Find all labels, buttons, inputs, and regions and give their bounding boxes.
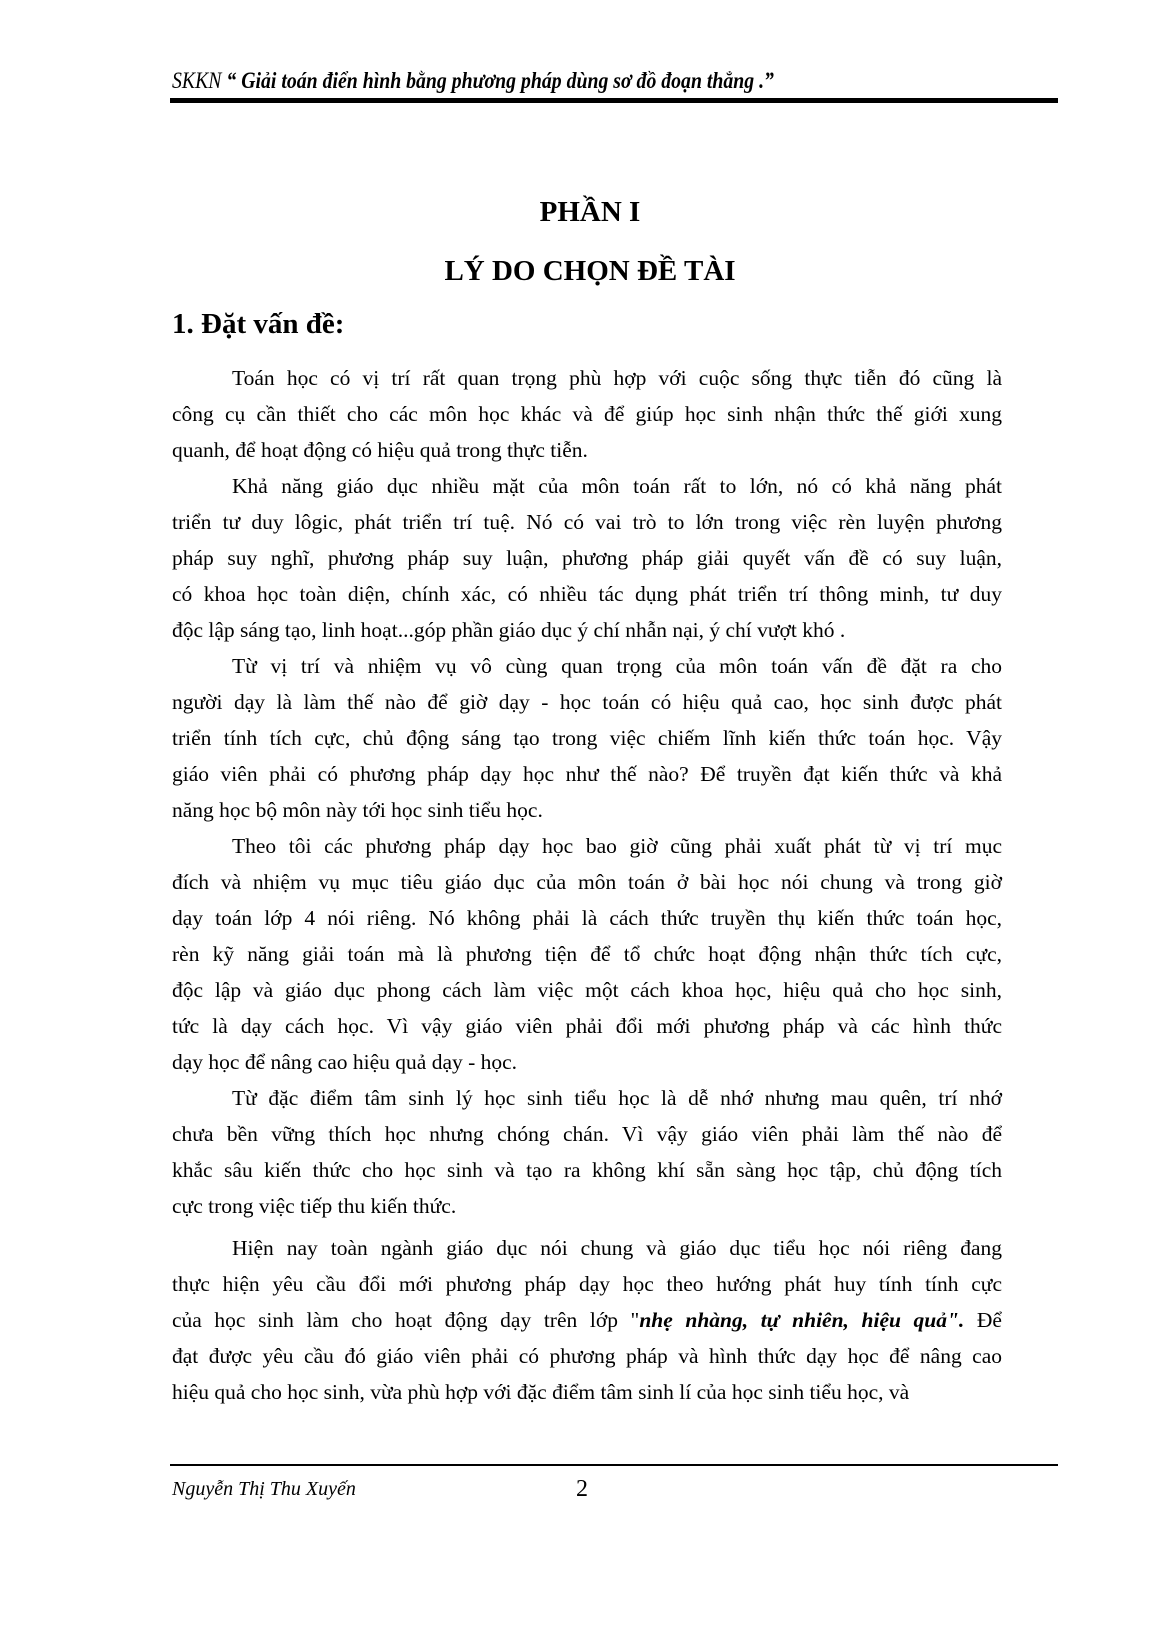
running-header [172,68,774,94]
paragraph-line: cực trong việc tiếp thu kiến thức. [172,1194,457,1218]
paragraph-line: pháp suy nghĩ, phương pháp suy luận, phương pháp giải quyết vấn đề có suy luận, [172,546,1002,570]
paragraph-line: năng học bộ môn này tới học sinh tiểu học. [172,798,543,822]
page-number: 2 [576,1476,588,1502]
paragraphs-1-5 [172,360,1002,1224]
paragraph-line: đạt được yêu cầu đó giáo viên phải có phương pháp và hình thức dạy học để nâng cao [172,1344,1002,1368]
paragraph-line [172,1302,1002,1338]
paragraph-line: Toán học có vị trí rất quan trọng phù hợp với cuộc sống thực tiễn đó cũng là [232,366,1002,390]
paragraph-line: dạy học để nâng cao hiệu quả dạy - học. [172,1050,518,1074]
paragraph-line: có khoa học toàn diện, chính xác, có nhiều tác dụng phát triển trí thông minh, tư duy [172,582,1002,606]
paragraph-line: công cụ cần thiết cho các môn học khác và để giúp học sinh nhận thức thế giới xung [172,402,1002,426]
paragraph-line: rèn kỹ năng giải toán mà là phương tiện để tổ chức hoạt động nhận thức tích cực, [172,942,1002,966]
section-heading: 1. Đặt vấn đề: [172,308,345,340]
paragraph-line: quanh, để hoạt động có hiệu quả trong thực tiễn. [172,438,588,462]
header-rule [170,98,1058,103]
paragraph-line: giáo viên phải có phương pháp dạy học như thế nào? Để truyền đạt kiến thức và khả [172,762,1002,786]
paragraph-line: đích và nhiệm vụ mục tiêu giáo dục của môn toán ở bài học nói chung và trong giờ [172,870,1002,894]
footer-author: Nguyễn Thị Thu Xuyến [172,1478,356,1500]
footer-rule [170,1464,1058,1466]
paragraph-line: Từ đặc điểm tâm sinh lý học sinh tiểu học là dễ nhớ nhưng mau quên, trí nhớ [232,1086,1002,1110]
paragraph-line: triển tư duy lôgic, phát triển trí tuệ. Nó có vai trò to lớn trong việc rèn luyện phương [172,510,1002,534]
paragraph-line: dạy toán lớp 4 nói riêng. Nó không phải là cách thức truyền thụ kiến thức toán học, [172,906,1002,930]
paragraph-line: độc lập và giáo dục phong cách làm việc một cách khoa học, hiệu quả cho học sinh, [172,978,1002,1002]
paragraph-line: Từ vị trí và nhiệm vụ vô cùng quan trọng của môn toán vấn đề đặt ra cho [232,654,1002,678]
paragraph-line: Hiện nay toàn ngành giáo dục nói chung và giáo dục tiểu học nói riêng đang [232,1236,1002,1260]
paragraph-line: hiệu quả cho học sinh, vừa phù hợp với đặc điểm tâm sinh lí của học sinh tiểu học, và [172,1380,910,1404]
paragraph-line: độc lập sáng tạo, linh hoạt...góp phần giáo dục ý chí nhẫn nại, ý chí vượt khó . [172,618,846,642]
paragraph-line: triển tính tích cực, chủ động sáng tạo trong việc chiếm lĩnh kiến thức toán học. Vậy [172,726,1002,750]
paragraph-line: Khả năng giáo dục nhiều mặt của môn toán rất to lớn, nó có khả năng phát [232,474,1002,498]
text: của học sinh làm cho hoạt động dạy trên lớp " [172,1308,640,1332]
paragraph-line: chưa bền vững thích học nhưng chóng chán. Vì vậy giáo viên phải làm thế nào để [172,1122,1002,1146]
paragraph-line: tức là dạy cách học. Vì vậy giáo viên phải đổi mới phương pháp và các hình thức [172,1014,1002,1038]
paragraph-6 [172,1230,1002,1410]
part-title: PHẦN I [539,196,641,228]
text: Để [964,1308,1002,1332]
paragraph-line: thực hiện yêu cầu đổi mới phương pháp dạy học theo hướng phát huy tính tính cực [172,1272,1002,1296]
paragraph-line: khắc sâu kiến thức cho học sinh và tạo ra không khí sẵn sàng học tập, chủ động tích [172,1158,1002,1182]
paragraph-line: người dạy là làm thế nào để giờ dạy - học toán có hiệu quả cao, học sinh được phát [172,690,1002,714]
part-subtitle: LÝ DO CHỌN ĐỀ TÀI [444,255,736,287]
emphasis-text: nhẹ nhàng, tự nhiên, hiệu quả". [639,1308,965,1332]
header-prefix: SKKN [172,68,222,93]
paragraph-line: Theo tôi các phương pháp dạy học bao giờ cũng phải xuất phát từ vị trí mục [232,834,1002,858]
header-title: “ Giải toán điển hình bằng phương pháp dùng sơ đồ đoạn thẳng .” [226,68,774,93]
